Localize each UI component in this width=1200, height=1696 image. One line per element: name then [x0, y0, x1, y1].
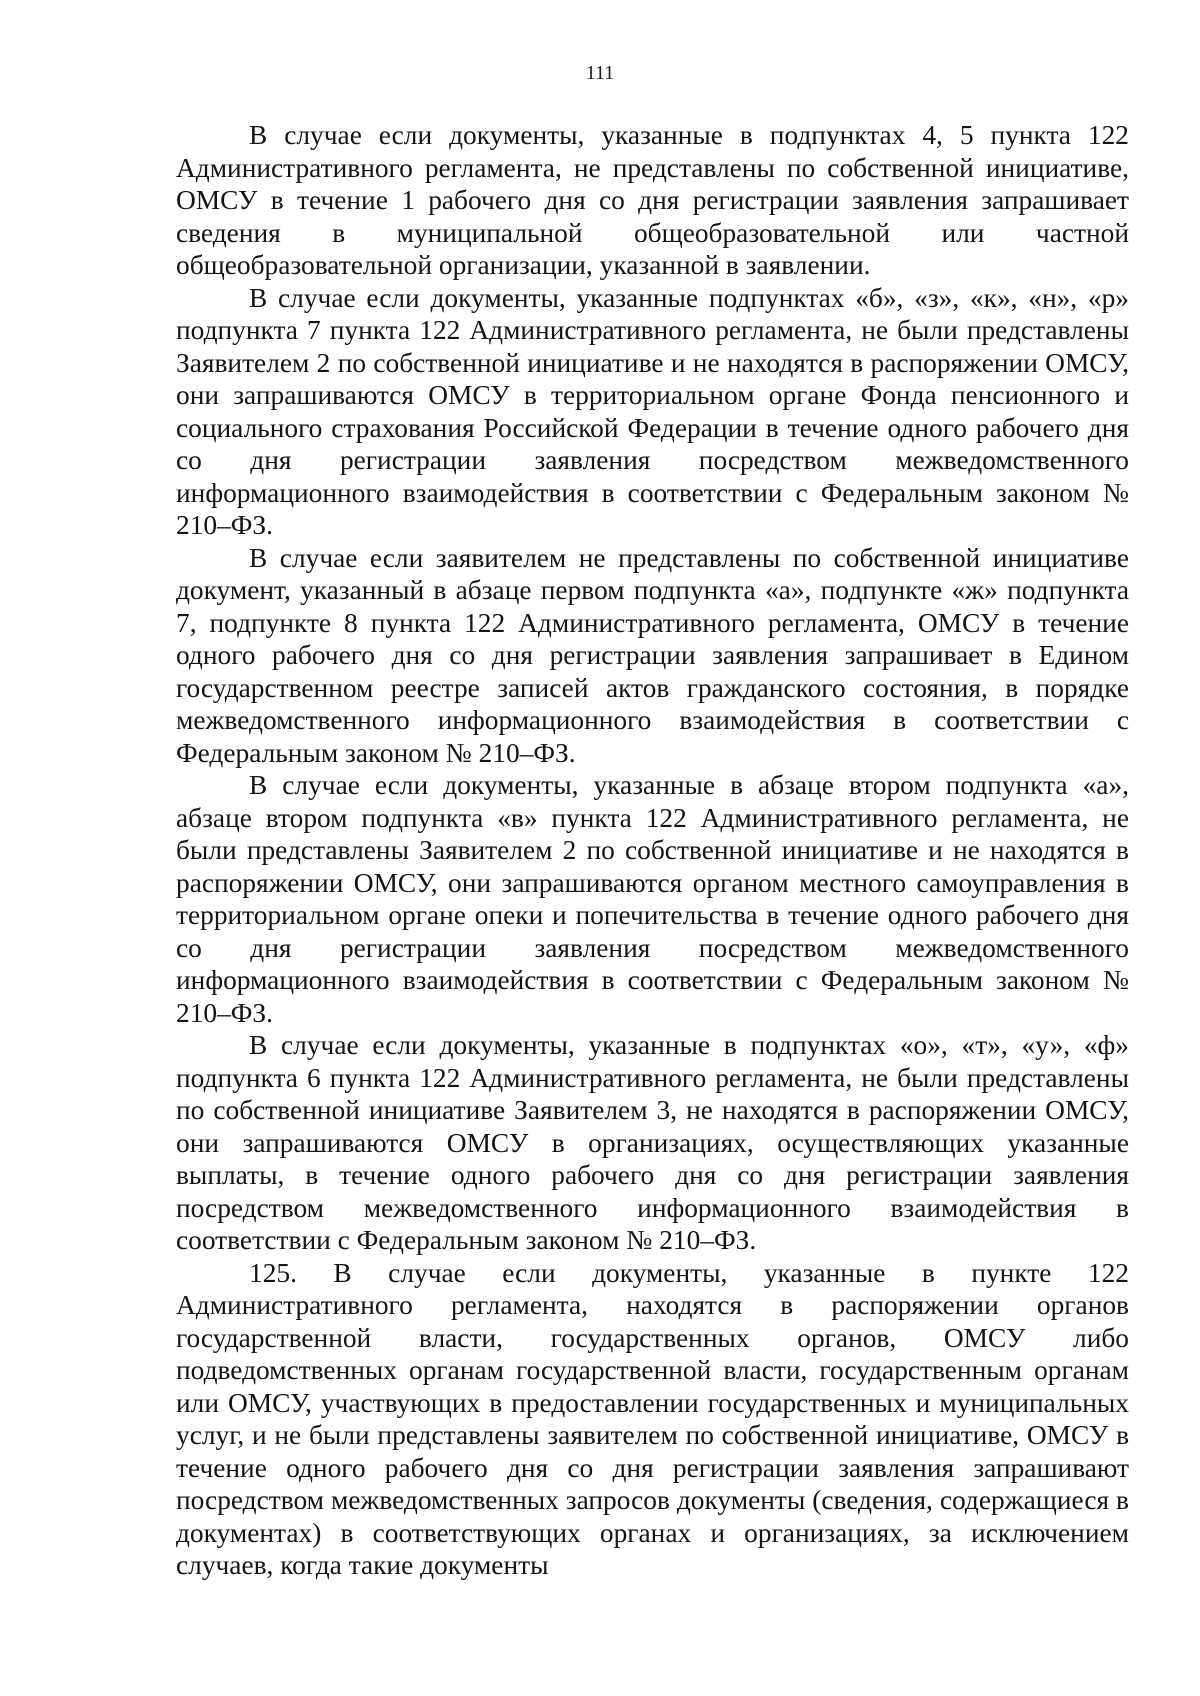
- paragraph: В случае если документы, указанные в подпунктах 4, 5 пункта 122 Административного регламента, не представлены по собственной инициативе, ОМСУ в течение 1 рабочего дня со дня регистрации заявления запрашивает сведения в муниципальной общеобразовательной или частной общеобразовательной организации, указанной в заявлении.: [176, 120, 1129, 280]
- paragraph: В случае если документы, указанные в абзаце втором подпункта «а», абзаце втором подпункта «в» пункта 122 Административного регламента, не были представлены Заявителем 2 по собственной инициативе и не находятся в распоряжении ОМСУ, они запрашиваются органом местного самоуправления в территориальном органе опеки и попечительства в течение одного рабочего дня со дня регистрации заявления посредством межведомственного информационного взаимодействия в соответствии с Федеральным законом № 210–ФЗ.: [176, 770, 1129, 1028]
- paragraph: В случае если документы, указанные в подпунктах «о», «т», «у», «ф» подпункта 6 пункта 122 Административного регламента, не были представлены по собственной инициативе Заявителем 3, не находятся в распоряжении ОМСУ, они запрашиваются ОМСУ в организациях, осуществляющих указанные выплаты, в течение одного рабочего дня со дня регистрации заявления посредством межведомственного информационного взаимодействия в соответствии с Федеральным законом № 210–ФЗ.: [176, 1030, 1129, 1255]
- paragraph: В случае если документы, указанные подпунктах «б», «з», «к», «н», «р» подпункта 7 пункта 122 Административного регламента, не были представлены Заявителем 2 по собственной инициативе и не находятся в распоряжении ОМСУ, они запрашиваются ОМСУ в территориальном органе Фонда пенсионного и социального страхования Российской Федерации в течение одного рабочего дня со дня регистрации заявления посредством межведомственного информационного взаимодействия в соответствии с Федеральным законом № 210–ФЗ.: [176, 282, 1129, 540]
- page-number: 111: [585, 62, 615, 84]
- paragraph-125: 125. В случае если документы, указанные в пункте 122 Административного регламента, находятся в распоряжении органов государственной власти, государственных органов, ОМСУ либо подведомственных органам государственной власти, государственным органам или ОМСУ, участвующих в предоставлении государственных и муниципальных услуг, и не были представлены заявителем по собственной инициативе, ОМСУ в течение одного рабочего дня со дня регистрации заявления запрашивают посредством межведомственных запросов документы (сведения, содержащиеся в документах) в соответствующих органах и организациях, за исключением случаев, когда такие документы: [176, 1257, 1129, 1580]
- document-body: [176, 119, 1129, 1582]
- paragraph: В случае если заявителем не представлены по собственной инициативе документ, указанный в абзаце первом подпункта «а», подпункте «ж» подпункта 7, подпункте 8 пункта 122 Административного регламента, ОМСУ в течение одного рабочего дня со дня регистрации заявления запрашивает в Едином государственном реестре записей актов гражданского состояния, в порядке межведомственного информационного взаимодействия в соответствии с Федеральным законом № 210–ФЗ.: [176, 542, 1129, 768]
